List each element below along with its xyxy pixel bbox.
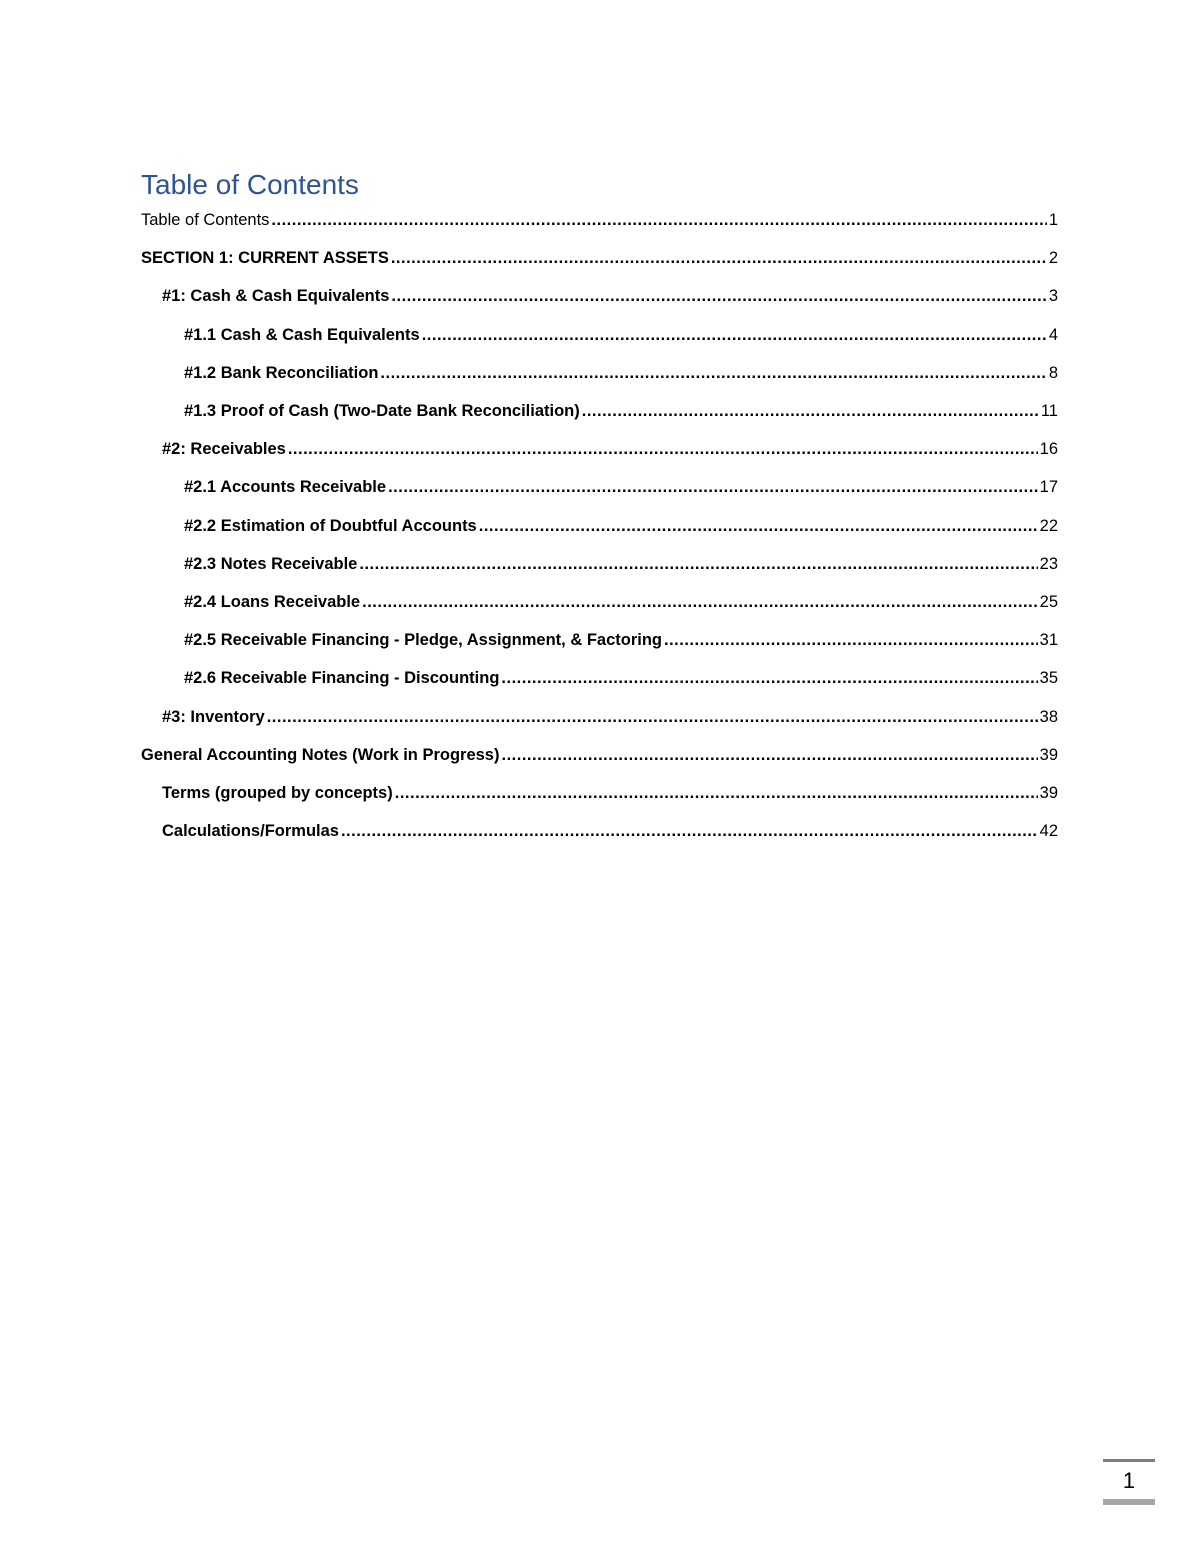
toc-entry-title: #1: Cash & Cash Equivalents: [162, 287, 390, 305]
toc-dot-leader: [664, 628, 1038, 652]
toc-entry[interactable]: [184, 361, 1058, 385]
toc-entry-title: #1.3 Proof of Cash (Two-Date Bank Reconciliation): [184, 402, 580, 420]
toc-dot-leader: [341, 819, 1038, 843]
toc-entry[interactable]: [184, 552, 1058, 576]
toc-entry[interactable]: [162, 437, 1058, 461]
toc-dot-leader: [380, 361, 1046, 385]
toc-entry-page: 3: [1048, 287, 1058, 305]
toc-dot-leader: [395, 781, 1038, 805]
toc-entry-page: 8: [1048, 364, 1058, 382]
toc-heading: Table of Contents: [141, 169, 359, 200]
toc-entry-page: 11: [1040, 402, 1058, 420]
footer-rule-bottom: [1103, 1499, 1155, 1505]
toc-dot-leader: [362, 590, 1038, 614]
toc-dot-leader: [422, 323, 1047, 347]
toc-entry-title: #2.2 Estimation of Doubtful Accounts: [184, 517, 477, 535]
toc-entry[interactable]: [141, 246, 1058, 270]
toc-entry[interactable]: [184, 475, 1058, 499]
toc-entry-title: Table of Contents: [141, 211, 270, 229]
toc-dot-leader: [391, 246, 1047, 270]
toc-entry-title: #2.5 Receivable Financing - Pledge, Assignment, & Factoring: [184, 631, 663, 649]
toc-entry-page: 22: [1039, 517, 1058, 535]
toc-dot-leader: [388, 475, 1038, 499]
toc-entry-page: 35: [1039, 669, 1058, 687]
toc-entry[interactable]: [141, 208, 1058, 232]
toc-entry-page: 17: [1039, 478, 1058, 496]
toc-dot-leader: [359, 552, 1037, 576]
toc-entry-title: SECTION 1: CURRENT ASSETS: [141, 249, 389, 267]
toc-dot-leader: [501, 743, 1037, 767]
toc-dot-leader: [582, 399, 1039, 423]
toc-entry[interactable]: [184, 323, 1058, 347]
toc-entry[interactable]: [162, 819, 1058, 843]
toc-dot-leader: [501, 666, 1037, 690]
toc-dot-leader: [288, 437, 1038, 461]
toc-entry[interactable]: [162, 705, 1058, 729]
toc-entry[interactable]: [184, 590, 1058, 614]
toc-entry-page: 1: [1048, 211, 1058, 229]
toc-entry[interactable]: [184, 514, 1058, 538]
toc-entry[interactable]: [162, 284, 1058, 308]
toc-dot-leader: [271, 208, 1046, 232]
toc-entry-title: General Accounting Notes (Work in Progress): [141, 746, 500, 764]
toc-entry[interactable]: [141, 743, 1058, 767]
toc-entry-title: #2.1 Accounts Receivable: [184, 478, 387, 496]
toc-entry-page: 38: [1039, 708, 1058, 726]
toc-entry-title: Terms (grouped by concepts): [162, 784, 393, 802]
toc-entry-title: #1.2 Bank Reconciliation: [184, 364, 379, 382]
toc-dot-leader: [479, 514, 1038, 538]
toc-entry-page: 23: [1039, 555, 1058, 573]
toc-entry[interactable]: [184, 666, 1058, 690]
toc-entry-page: 4: [1048, 326, 1058, 344]
toc-entry-title: #3: Inventory: [162, 708, 265, 726]
toc-entry-title: #2: Receivables: [162, 440, 286, 458]
toc-entry-title: #1.1 Cash & Cash Equivalents: [184, 326, 420, 344]
page-number: 1: [1122, 1468, 1136, 1493]
toc-entry-page: 16: [1039, 440, 1058, 458]
footer-rule-top: [1103, 1459, 1155, 1462]
toc-entry-title: #2.6 Receivable Financing - Discounting: [184, 669, 500, 687]
page-number-footer: [1103, 1459, 1155, 1505]
toc-entry-page: 42: [1039, 822, 1058, 840]
toc-entry-page: 39: [1039, 784, 1058, 802]
toc-entry-page: 39: [1039, 746, 1058, 764]
toc-entry[interactable]: [184, 399, 1058, 423]
toc-entry-title: #2.4 Loans Receivable: [184, 593, 361, 611]
toc-entry-title: #2.3 Notes Receivable: [184, 555, 358, 573]
toc-entry-title: Calculations/Formulas: [162, 822, 339, 840]
toc-entry[interactable]: [162, 781, 1058, 805]
toc-entry-page: 2: [1048, 249, 1058, 267]
toc-dot-leader: [267, 705, 1038, 729]
toc-entry[interactable]: [184, 628, 1058, 652]
toc-entry-page: 31: [1039, 631, 1058, 649]
toc-entry-page: 25: [1039, 593, 1058, 611]
toc-dot-leader: [391, 284, 1046, 308]
